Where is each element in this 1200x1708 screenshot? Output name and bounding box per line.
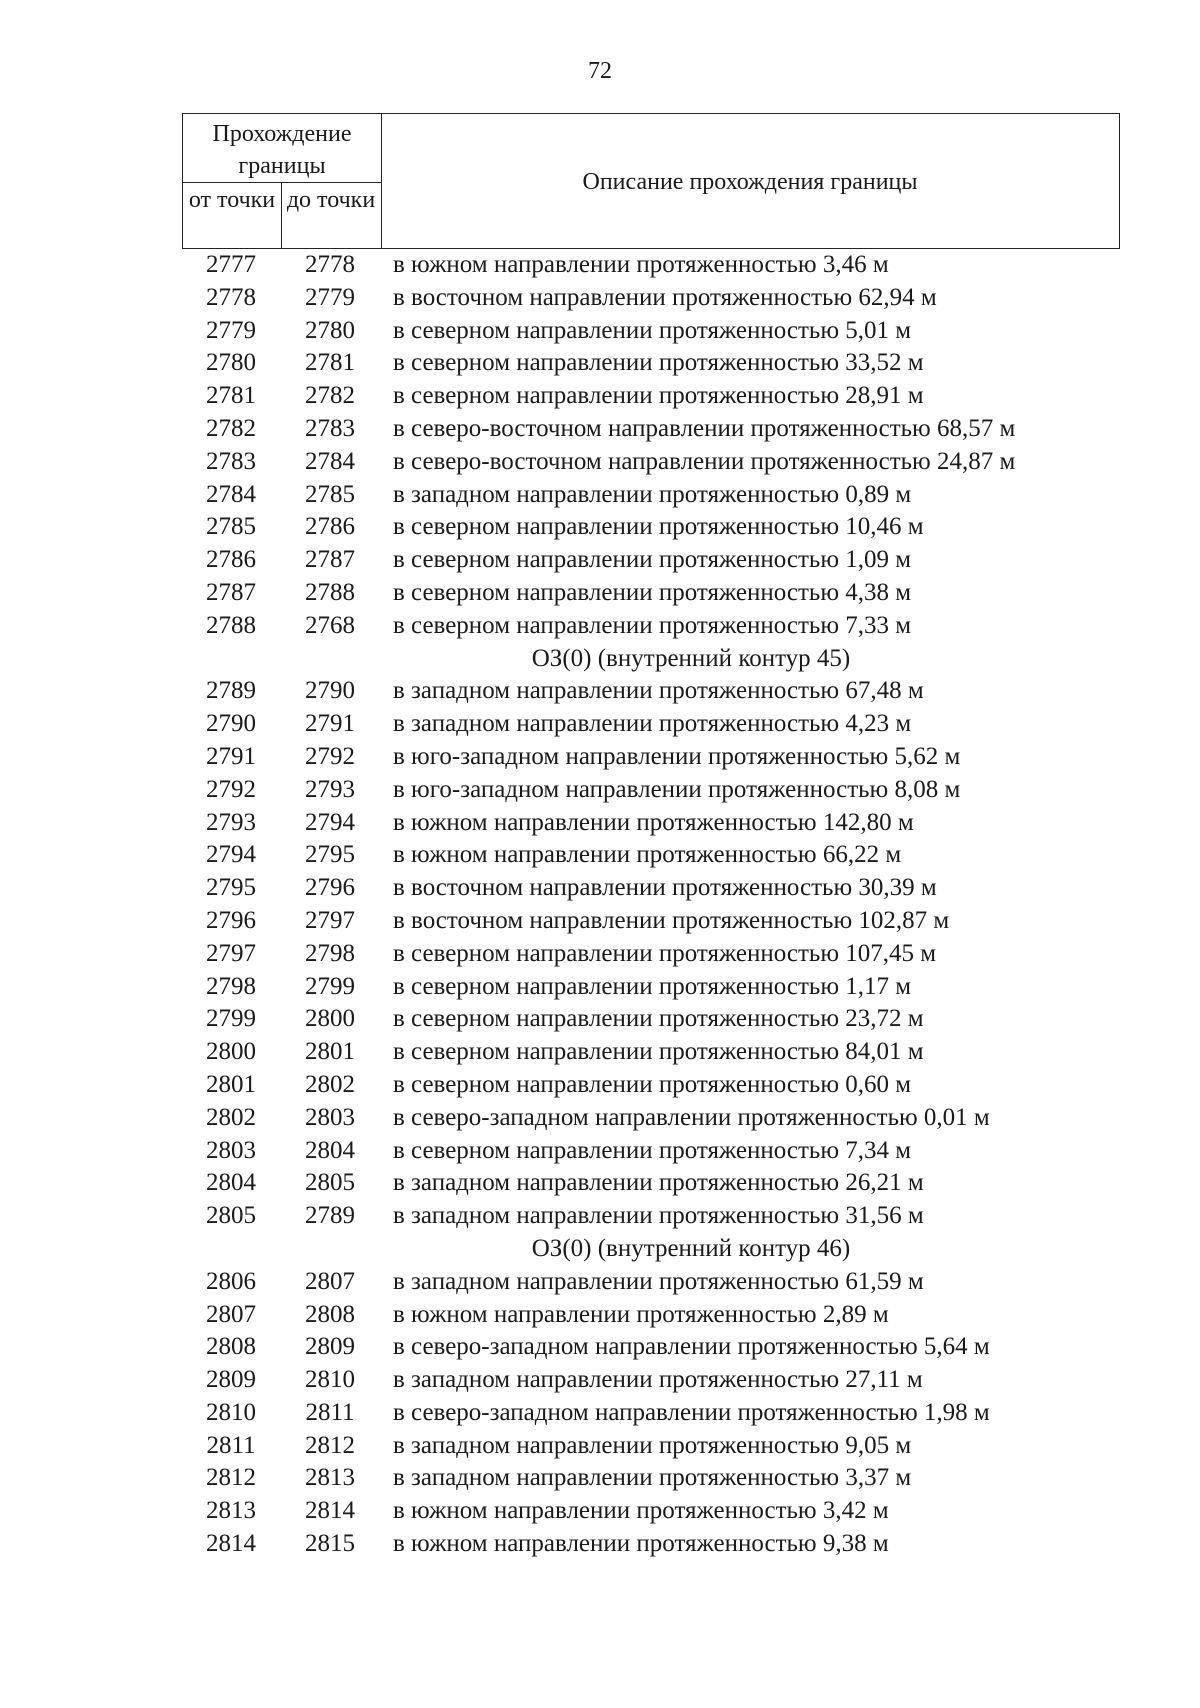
to-point: 2789 <box>305 1202 355 1230</box>
boundary-description: в северо-западном направлении протяженностью 1,98 м <box>393 1398 990 1426</box>
table-row <box>182 1102 1120 1135</box>
boundary-description: в западном направлении протяженностью 26,21 м <box>393 1169 924 1197</box>
table-row <box>182 905 1120 938</box>
to-point: 2778 <box>305 251 355 278</box>
to-point: 2791 <box>305 710 355 738</box>
boundary-description: в северном направлении протяженностью 7,34 м <box>393 1136 912 1164</box>
boundary-description: в западном направлении протяженностью 0,89 м <box>393 480 912 508</box>
header-divider <box>183 182 381 183</box>
table-row <box>182 839 1120 872</box>
to-point: 2805 <box>305 1169 355 1197</box>
boundary-description: в южном направлении протяженностью 9,38 м <box>393 1530 889 1558</box>
table-row <box>182 479 1120 512</box>
to-point: 2813 <box>305 1464 355 1492</box>
from-point: 2808 <box>206 1333 256 1361</box>
table-row <box>182 610 1120 643</box>
from-point: 2801 <box>206 1070 256 1098</box>
table-row <box>182 511 1120 544</box>
boundary-description: в северном направлении протяженностью 33,52 м <box>393 349 924 377</box>
boundary-description: в западном направлении протяженностью 31,56 м <box>393 1202 924 1230</box>
boundary-description: в северном направлении протяженностью 1,09 м <box>393 546 912 574</box>
boundary-description: в восточном направлении протяженностью 102,87 м <box>393 906 950 934</box>
from-point: 2781 <box>206 382 256 410</box>
table-row <box>182 1331 1120 1364</box>
boundary-description: в северо-западном направлении протяженностью 5,64 м <box>393 1333 990 1361</box>
boundary-description: в южном направлении протяженностью 2,89 м <box>393 1300 889 1328</box>
table-row <box>182 774 1120 807</box>
to-point: 2798 <box>305 939 355 967</box>
from-point: 2783 <box>206 447 256 475</box>
from-point: 2805 <box>206 1202 256 1230</box>
from-point: 2811 <box>206 1431 256 1459</box>
boundary-description: в северном направлении протяженностью 84,01 м <box>393 1038 924 1066</box>
table-row <box>182 577 1120 610</box>
table-row <box>182 1528 1120 1561</box>
boundary-description: в южном направлении протяженностью 66,22 м <box>393 841 902 869</box>
from-point: 2809 <box>206 1366 256 1394</box>
table-row <box>182 741 1120 774</box>
section-title: ОЗ(0) (внутренний контур 45) <box>531 644 851 672</box>
to-point: 2796 <box>305 874 355 902</box>
to-point: 2792 <box>305 742 355 770</box>
table-row <box>182 544 1120 577</box>
boundary-description: в западном направлении протяженностью 3,37 м <box>393 1464 912 1492</box>
from-point: 2807 <box>206 1300 256 1328</box>
from-point: 2784 <box>206 480 256 508</box>
page-number: 72 <box>588 58 612 84</box>
from-point: 2800 <box>206 1038 256 1066</box>
to-point: 2808 <box>305 1300 355 1328</box>
from-point: 2793 <box>206 808 256 836</box>
header-group-label: Прохождение границы <box>212 121 352 179</box>
to-point: 2799 <box>305 972 355 1000</box>
from-point: 2787 <box>206 578 256 606</box>
to-point: 2807 <box>305 1267 355 1295</box>
table-row <box>182 971 1120 1004</box>
boundary-description: в северном направлении протяженностью 10,46 м <box>393 513 924 541</box>
from-point: 2778 <box>206 283 256 311</box>
boundary-description: в южном направлении протяженностью 142,80 м <box>393 808 914 836</box>
from-point: 2798 <box>206 972 256 1000</box>
to-point: 2804 <box>305 1136 355 1164</box>
table-row <box>182 413 1120 446</box>
from-point: 2812 <box>206 1464 256 1492</box>
boundary-description: в восточном направлении протяженностью 62,94 м <box>393 283 937 311</box>
to-point: 2783 <box>305 414 355 442</box>
to-point: 2782 <box>305 382 355 410</box>
boundary-description: в западном направлении протяженностью 9,05 м <box>393 1431 912 1459</box>
boundary-description: в восточном направлении протяженностью 30,39 м <box>393 874 937 902</box>
to-point: 2787 <box>305 546 355 574</box>
to-point: 2790 <box>305 677 355 705</box>
boundary-description: в северном направлении протяженностью 4,38 м <box>393 578 912 606</box>
from-point: 2790 <box>206 710 256 738</box>
from-point: 2813 <box>206 1497 256 1525</box>
from-point: 2814 <box>206 1530 256 1558</box>
boundary-description: в северном направлении протяженностью 7,33 м <box>393 611 912 639</box>
to-point: 2768 <box>305 611 355 639</box>
boundary-description: в северо-западном направлении протяженностью 0,01 м <box>393 1103 990 1131</box>
from-point: 2785 <box>206 513 256 541</box>
table-row <box>182 1200 1120 1233</box>
to-point: 2786 <box>305 513 355 541</box>
to-point: 2812 <box>305 1431 355 1459</box>
boundary-description: в южном направлении протяженностью 3,42 м <box>393 1497 889 1525</box>
from-point: 2782 <box>206 414 256 442</box>
to-point: 2795 <box>305 841 355 869</box>
from-point: 2786 <box>206 546 256 574</box>
to-point: 2784 <box>305 447 355 475</box>
to-point: 2802 <box>305 1070 355 1098</box>
from-point: 2803 <box>206 1136 256 1164</box>
table-row <box>182 446 1120 479</box>
header-from-label: от точки <box>188 187 276 213</box>
boundary-description: в северо-восточном направлении протяженностью 68,57 м <box>393 414 1016 442</box>
table-row <box>182 1135 1120 1168</box>
table-row <box>182 1167 1120 1200</box>
to-point: 2797 <box>305 906 355 934</box>
to-point: 2785 <box>305 480 355 508</box>
from-point: 2792 <box>206 775 256 803</box>
boundary-description: в западном направлении протяженностью 67,48 м <box>393 677 924 705</box>
table-row <box>182 1430 1120 1463</box>
to-point: 2780 <box>305 316 355 344</box>
table-row <box>182 380 1120 413</box>
boundary-description: в южном направлении протяженностью 3,46 м <box>393 251 889 278</box>
to-point: 2800 <box>305 1005 355 1033</box>
table-row <box>182 347 1120 380</box>
to-point: 2779 <box>305 283 355 311</box>
table-row <box>182 1069 1120 1102</box>
to-point: 2811 <box>305 1398 355 1426</box>
from-point: 2796 <box>206 906 256 934</box>
to-point: 2814 <box>305 1497 355 1525</box>
from-point: 2799 <box>206 1005 256 1033</box>
boundary-description: в западном направлении протяженностью 61,59 м <box>393 1267 924 1295</box>
from-point: 2791 <box>206 742 256 770</box>
header-to-label: до точки <box>286 187 376 213</box>
to-point: 2801 <box>305 1038 355 1066</box>
to-point: 2781 <box>305 349 355 377</box>
to-point: 2794 <box>305 808 355 836</box>
from-point: 2797 <box>206 939 256 967</box>
from-point: 2777 <box>206 251 256 278</box>
boundary-description: в северном направлении протяженностью 28,91 м <box>393 382 924 410</box>
table-row <box>182 938 1120 971</box>
table-row <box>182 807 1120 840</box>
from-point: 2780 <box>206 349 256 377</box>
table-row <box>182 675 1120 708</box>
from-point: 2795 <box>206 874 256 902</box>
from-point: 2802 <box>206 1103 256 1131</box>
from-point: 2788 <box>206 611 256 639</box>
boundary-description: в северном направлении протяженностью 0,60 м <box>393 1070 912 1098</box>
from-point: 2779 <box>206 316 256 344</box>
boundary-description: в западном направлении протяженностью 27,11 м <box>393 1366 923 1394</box>
boundary-description: в северо-восточном направлении протяженностью 24,87 м <box>393 447 1016 475</box>
boundary-description: в северном направлении протяженностью 107,45 м <box>393 939 937 967</box>
section-heading-row <box>182 643 1120 676</box>
from-point: 2806 <box>206 1267 256 1295</box>
from-point: 2794 <box>206 841 256 869</box>
table-row <box>182 1299 1120 1332</box>
table-row <box>182 1397 1120 1430</box>
to-point: 2803 <box>305 1103 355 1131</box>
table-row <box>182 872 1120 905</box>
header-description-label: Описание прохождения границы <box>582 169 918 195</box>
table-header <box>182 113 1120 249</box>
table-row <box>182 1495 1120 1528</box>
section-title: ОЗ(0) (внутренний контур 46) <box>531 1234 851 1262</box>
from-point: 2804 <box>206 1169 256 1197</box>
table-row <box>182 708 1120 741</box>
boundary-description: в северном направлении протяженностью 23,72 м <box>393 1005 924 1033</box>
table-row <box>182 249 1120 282</box>
boundary-description: в юго-западном направлении протяженностью 8,08 м <box>393 775 961 803</box>
table-row <box>182 1364 1120 1397</box>
from-point: 2789 <box>206 677 256 705</box>
to-point: 2788 <box>305 578 355 606</box>
boundary-description: в западном направлении протяженностью 4,23 м <box>393 710 912 738</box>
table-row <box>182 282 1120 315</box>
table-row <box>182 1266 1120 1299</box>
boundary-description: в северном направлении протяженностью 1,17 м <box>393 972 912 1000</box>
to-point: 2810 <box>305 1366 355 1394</box>
to-point: 2815 <box>305 1530 355 1558</box>
to-point: 2809 <box>305 1333 355 1361</box>
section-heading-row <box>182 1233 1120 1266</box>
to-point: 2793 <box>305 775 355 803</box>
table-row <box>182 1462 1120 1495</box>
table-row <box>182 1036 1120 1069</box>
table-body <box>182 249 1120 1561</box>
table-row <box>182 1003 1120 1036</box>
boundary-description: в юго-западном направлении протяженностью 5,62 м <box>393 742 961 770</box>
table-row <box>182 315 1120 348</box>
from-point: 2810 <box>206 1398 256 1426</box>
boundary-description: в северном направлении протяженностью 5,01 м <box>393 316 912 344</box>
